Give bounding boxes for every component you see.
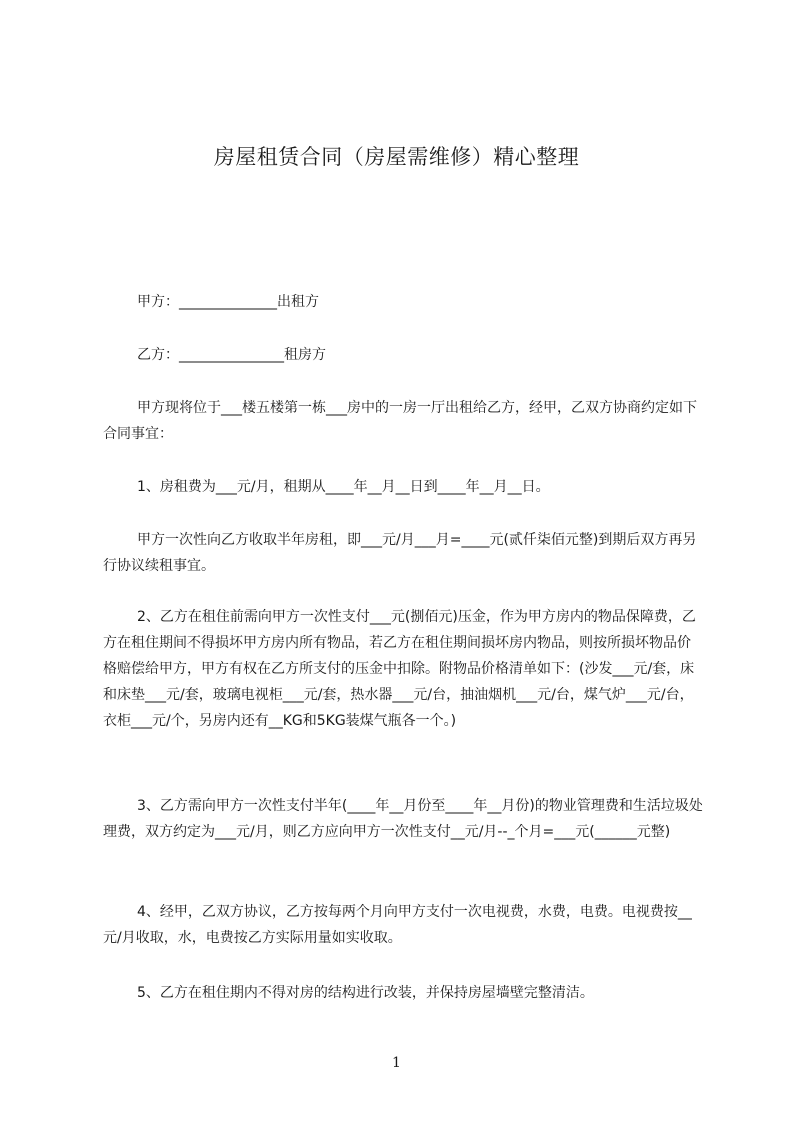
clause-1-rent: 1、房租费为___元/月，租期从____年__月__日到____年__月__日。 — [137, 479, 550, 495]
document-title: 房屋租赁合同（房屋需维修）精心整理 — [213, 145, 580, 169]
clause-5-structure: 5、乙方在租住期内不得对房的结构进行改装，并保持房屋墙壁完整清洁。 — [137, 985, 594, 1001]
clause-3-property-fee: 3、乙方需向甲方一次性支付半年(____年__月份至____年__月份)的物业管理费和生活垃圾处理费，双方约定为___元/月，则乙方应向甲方一次性支付__元/月--_个月=___元(______元整) — [103, 798, 703, 840]
party-a-line: 甲方：______________出租方 — [137, 294, 319, 310]
intro-paragraph: 甲方现将位于___楼五楼第一栋___房中的一房一厅出租给乙方，经甲，乙双方协商约定如下合同事宜： — [103, 400, 697, 442]
page-number: 1 — [392, 1055, 401, 1071]
clause-2-deposit: 2、乙方在租住前需向甲方一次性支付___元(捌佰元)压金，作为甲方房内的物品保障费，乙方在租住期间不得损坏甲方房内所有物品，若乙方在租住期间损坏房内物品，则按所损坏物品价格赔偿给甲方，甲方有权在乙方所支付的压金中扣除。附物品价格清单如下：(沙发___元/套，床和床垫___元/套，玻璃电视柜___元/套，热水器___元/台，抽油烟机___元/台，煤气炉___元/台，衣柜___元/个，另房内还有__KG和5KG装煤气瓶各一个。) — [103, 609, 696, 729]
clause-4-utilities: 4、经甲，乙双方协议，乙方按每两个月向甲方支付一次电视费，水费，电费。电视费按__元/月收取，水，电费按乙方实际用量如实收取。 — [103, 904, 692, 946]
party-b-line: 乙方：_______________租房方 — [137, 347, 326, 363]
clause-1-payment-detail: 甲方一次性向乙方收取半年房租，即___元/月___月=____元(贰仟柒佰元整)到期后双方再另行协议续租事宜。 — [103, 532, 697, 574]
